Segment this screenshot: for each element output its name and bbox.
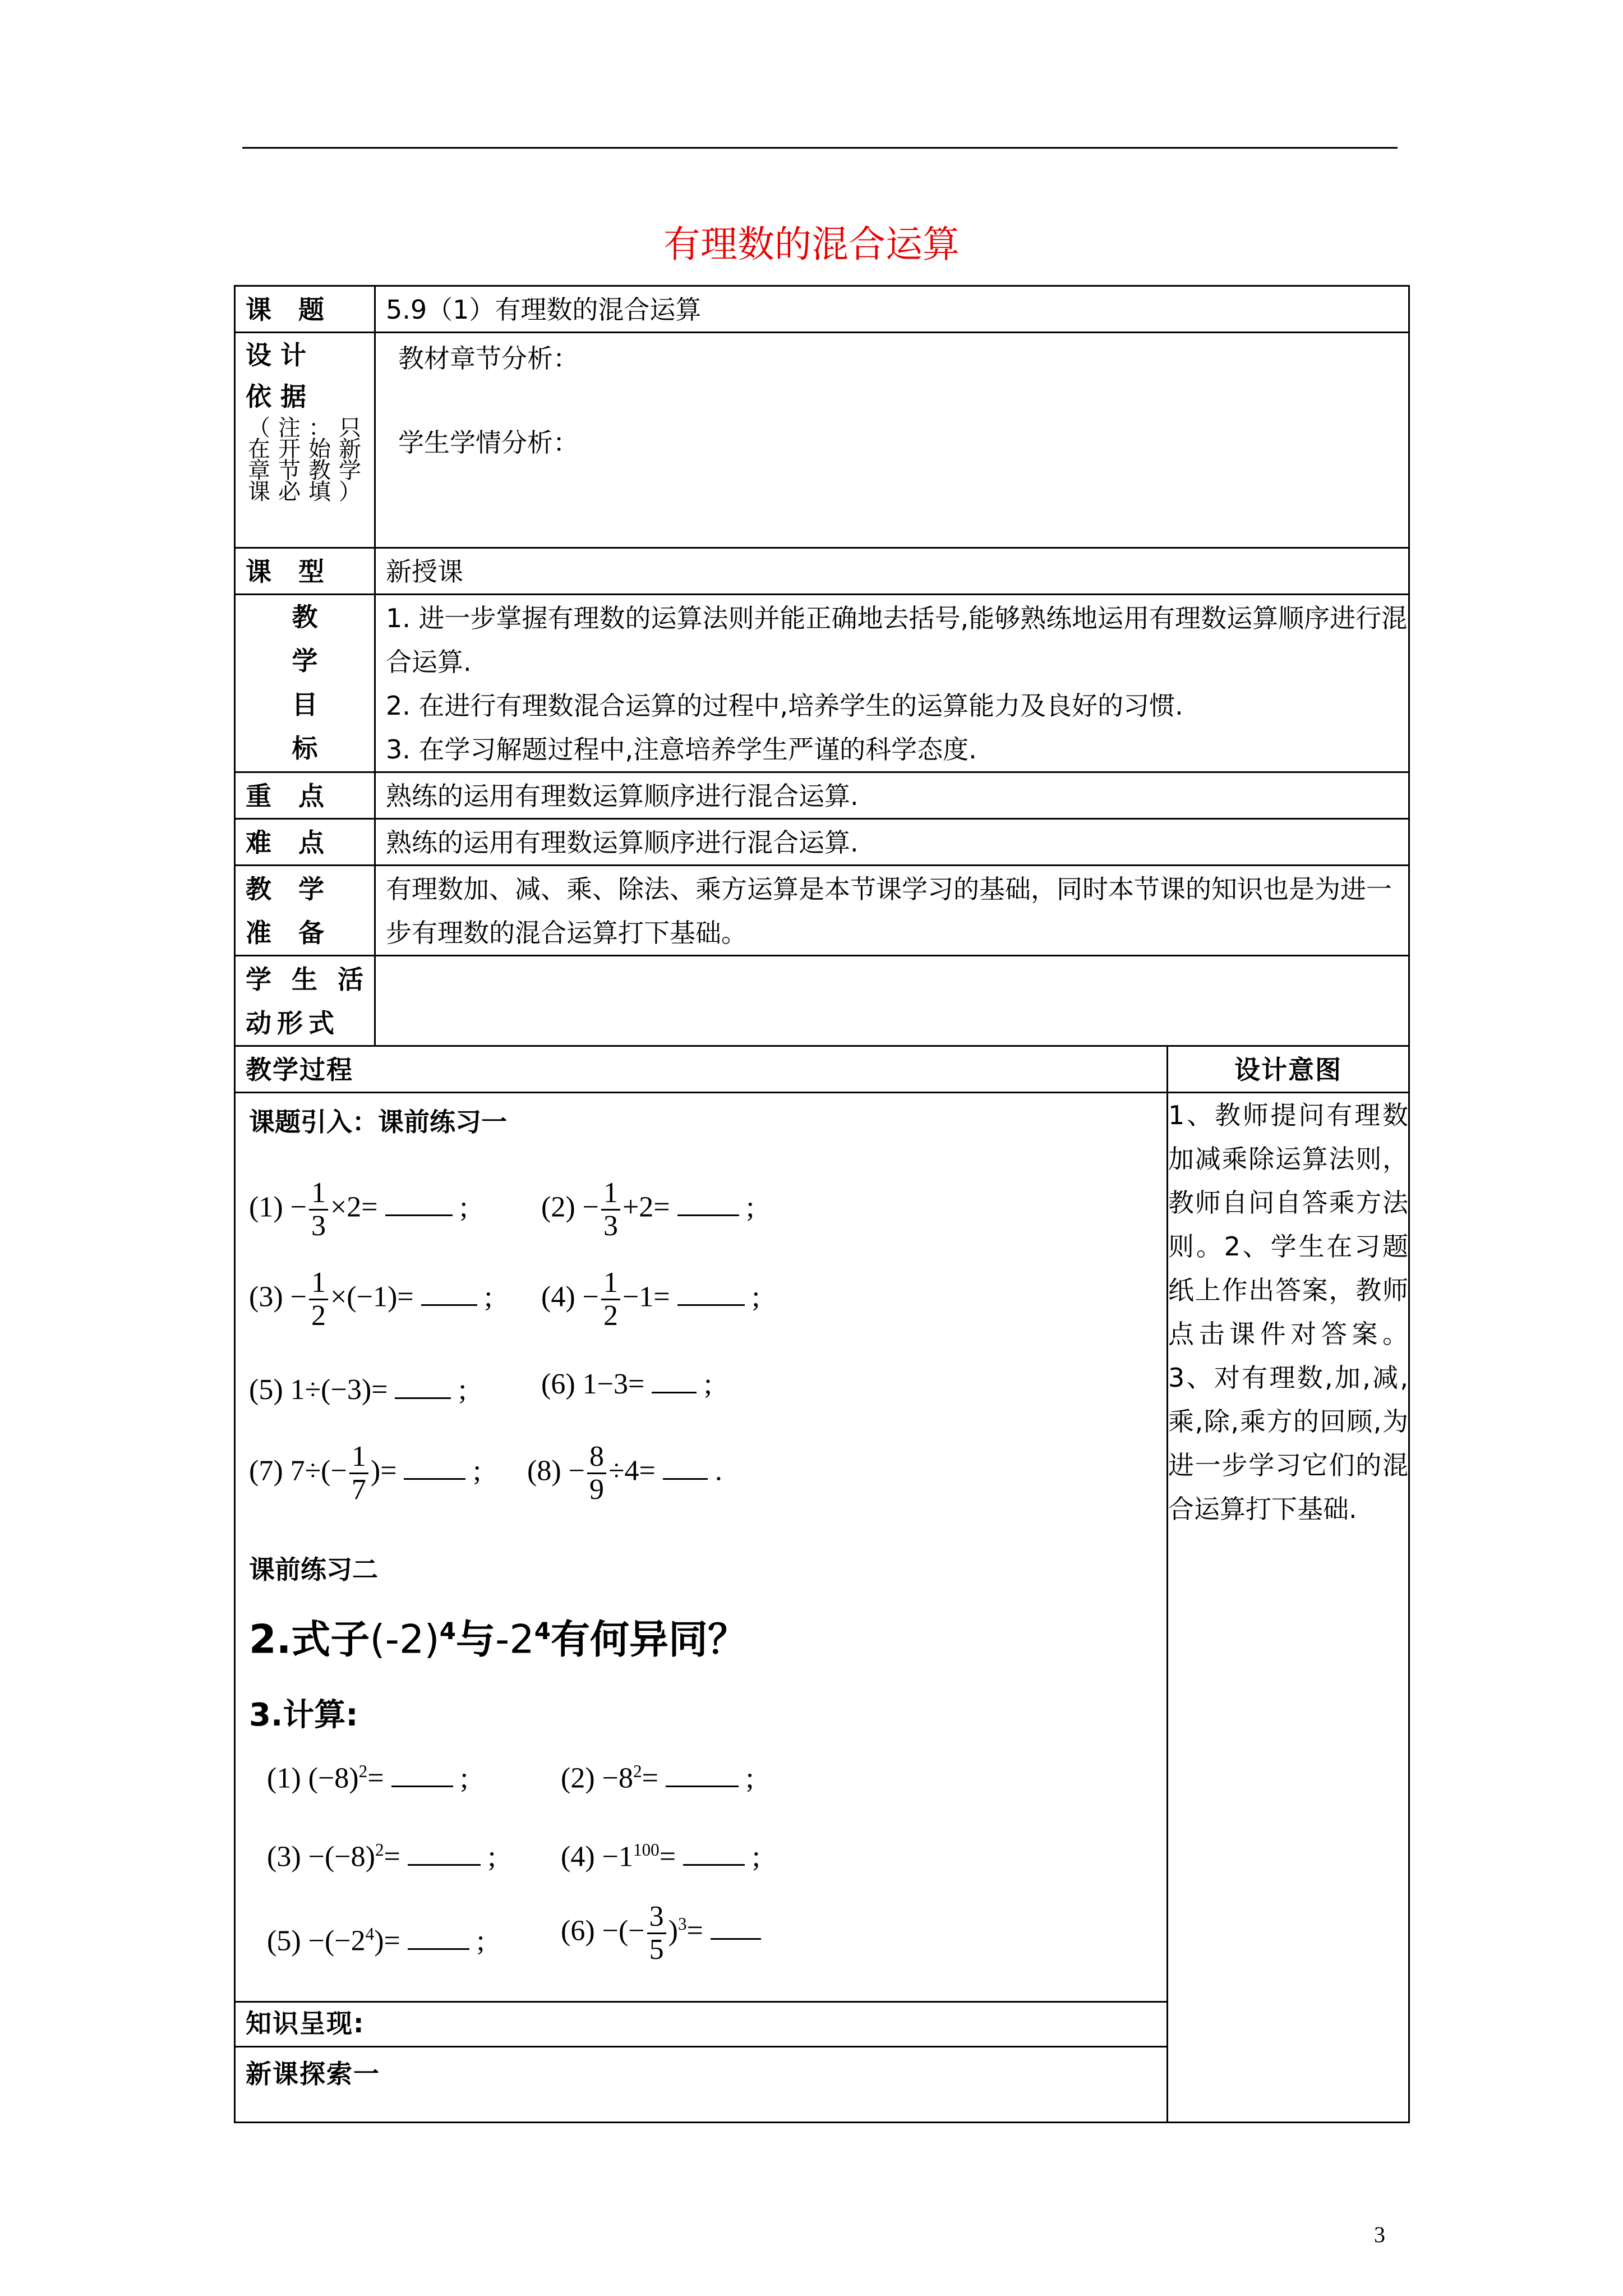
- basis-text-2: 学生学情分析：: [398, 427, 579, 458]
- difficulty-value: 熟练的运用有理数运算顺序进行混合运算.: [375, 819, 1409, 866]
- answer-blank: [677, 1299, 745, 1306]
- header-rule: [242, 147, 1398, 149]
- ex-text: ;: [473, 1455, 481, 1487]
- ex-text: −8: [602, 1762, 633, 1795]
- frac-num: 1: [601, 1267, 620, 1300]
- ex-text: )=: [370, 1455, 397, 1487]
- answer-blank: [404, 1473, 465, 1480]
- ex-index: (3): [267, 1841, 301, 1873]
- type-label: 课 型: [235, 548, 375, 595]
- ex-text: ;: [751, 1281, 760, 1313]
- frac-den: 9: [589, 1474, 604, 1506]
- process-header: 教学过程: [235, 1046, 1168, 1093]
- frac-num: 1: [349, 1441, 368, 1474]
- ex-text: =: [367, 1762, 384, 1795]
- frac-den: 2: [603, 1300, 618, 1332]
- intro-title: 课题引入：课前练习一: [249, 1107, 507, 1137]
- prep-value: 有理数加、减、乘、除法、乘方运算是本节课学习的基础，同时本节课的知识也是为进一步有理数的混合运算打下基础。: [375, 866, 1409, 956]
- ex-index: (1): [267, 1762, 301, 1795]
- ex-text: −(−2: [308, 1925, 366, 1957]
- fraction: [309, 1177, 328, 1242]
- ex-index: (2): [561, 1762, 595, 1795]
- goals-label-char: 标: [292, 733, 318, 763]
- ex-text: 7÷(−: [290, 1455, 347, 1487]
- answer-blank: [652, 1386, 697, 1393]
- ex-text: ;: [460, 1762, 468, 1795]
- basis-text-1: 教材章节分析：: [398, 343, 579, 374]
- prep-label: [235, 866, 375, 956]
- activity-label: [235, 956, 375, 1046]
- row-process-header: [235, 1046, 1409, 1093]
- ex-text: −: [582, 1191, 599, 1223]
- question-2: [249, 1609, 747, 1661]
- exercise-5: [249, 1368, 467, 1412]
- ex-text: ;: [476, 1925, 485, 1957]
- ex-exp: 4: [365, 1924, 375, 1944]
- answer-blank: [408, 1943, 469, 1950]
- answer-blank: [385, 1209, 453, 1216]
- ex-text: ÷4=: [608, 1455, 656, 1487]
- q2-text: 与: [455, 1616, 495, 1663]
- q2-exp: 4: [534, 1617, 551, 1645]
- exercise-8: [527, 1441, 722, 1506]
- basis-label: [235, 333, 375, 548]
- prep-label-1: 教 学: [246, 874, 334, 904]
- basis-note: （注：只在开始新章节教学课必填）: [248, 415, 369, 505]
- design-intent: 1、教师提问有理数加减乘除运算法则，教师自问自答乘方法则。2、学生在习题纸上作出答案，教师点击课件对答案。3、对有理数,加,减,乘,除,乘方的回顾,为进一步学习它们的混合运算打下基础.: [1168, 1093, 1409, 2123]
- goals-label: [235, 595, 375, 772]
- ex-index: (3): [249, 1281, 283, 1313]
- ex-text: −: [290, 1191, 307, 1223]
- goal-item: 2. 在进行有理数混合运算的过程中,培养学生的运算能力及良好的习惯.: [386, 691, 1183, 721]
- ex-text: +2=: [622, 1191, 670, 1223]
- topic-value: 5.9（1）有理数的混合运算: [375, 286, 1409, 333]
- goal-item: 3. 在学习解题过程中,注意培养学生严谨的科学态度.: [386, 734, 977, 765]
- answer-blank: [391, 1780, 453, 1787]
- ex-text: −1: [602, 1841, 633, 1873]
- ex-text: −(−: [602, 1915, 645, 1947]
- goal-item: 1. 进一步掌握有理数的运算法则并能正确地去括号,能够熟练地运用有理数运算顺序进行混合运算.: [386, 603, 1408, 677]
- ex-exp: 2: [633, 1761, 642, 1781]
- ex-text: ): [668, 1915, 678, 1947]
- answer-blank: [677, 1209, 739, 1216]
- ex-index: (5): [267, 1925, 301, 1957]
- answer-blank: [421, 1299, 477, 1306]
- ex-text: −: [582, 1281, 599, 1313]
- ex-text: 1÷(−3)=: [290, 1374, 388, 1406]
- exercise-6: [541, 1363, 712, 1406]
- exercise-3: [249, 1267, 492, 1332]
- exercise-7: [249, 1441, 481, 1506]
- ex-text: −: [568, 1455, 585, 1487]
- key-value: 熟练的运用有理数运算顺序进行混合运算.: [375, 772, 1409, 819]
- basis-label-1: 设计: [246, 340, 315, 370]
- fraction: [587, 1441, 606, 1506]
- frac-num: 8: [587, 1441, 606, 1474]
- calc-2: [561, 1750, 754, 1800]
- exercise-4: [541, 1267, 760, 1332]
- topic-label: 课 题: [235, 286, 375, 333]
- ex-text: (−8): [308, 1762, 359, 1795]
- ex-index: (8): [527, 1455, 561, 1487]
- calc-5: [267, 1912, 485, 1963]
- fraction: [647, 1901, 666, 1966]
- row-topic: [235, 286, 1409, 333]
- frac-num: 3: [647, 1901, 666, 1934]
- ex-text: −(−8): [308, 1841, 375, 1873]
- frac-num: 1: [601, 1177, 620, 1211]
- ex-text: )=: [374, 1925, 400, 1957]
- ex-exp: 2: [358, 1761, 368, 1781]
- frac-den: 3: [311, 1210, 326, 1242]
- ex-exp: 100: [633, 1840, 660, 1860]
- row-basis: [235, 333, 1409, 548]
- row-activity: [235, 956, 1409, 1046]
- ex-text: ;: [459, 1191, 468, 1223]
- ex-index: (1): [249, 1191, 283, 1223]
- ex-text: ;: [458, 1374, 467, 1406]
- answer-blank: [395, 1392, 451, 1399]
- ex-text: −1=: [622, 1281, 670, 1313]
- ex-exp: 3: [677, 1914, 687, 1934]
- q2-text: (-2): [370, 1616, 440, 1663]
- ex-text: ;: [704, 1368, 712, 1400]
- ex-index: (4): [541, 1281, 575, 1313]
- ex-text: =: [642, 1762, 658, 1795]
- q2-text: 有何异同？: [551, 1616, 747, 1663]
- page-number: 3: [1374, 2222, 1385, 2247]
- ex-index: (2): [541, 1191, 575, 1223]
- fraction: [601, 1267, 620, 1332]
- ex-text: −: [290, 1281, 307, 1313]
- frac-den: 5: [649, 1934, 664, 1966]
- fraction: [601, 1177, 620, 1242]
- exercise-1: [249, 1177, 468, 1242]
- difficulty-label: 难 点: [235, 819, 375, 866]
- intent-header: 设计意图: [1168, 1046, 1409, 1093]
- document-title: 有理数的混合运算: [663, 223, 960, 266]
- ex-text: ;: [487, 1841, 496, 1873]
- practice2-title: 课前练习二: [249, 1554, 378, 1585]
- frac-num: 1: [309, 1177, 328, 1211]
- ex-text: ;: [752, 1841, 760, 1873]
- ex-index: (7): [249, 1455, 283, 1487]
- basis-label-2: 依据: [246, 381, 315, 412]
- ex-text: =: [384, 1841, 400, 1873]
- goals-label-char: 教: [292, 602, 318, 632]
- ex-text: =: [659, 1841, 676, 1873]
- calc-1: [267, 1750, 468, 1800]
- ex-text: =: [686, 1915, 703, 1947]
- fraction: [349, 1441, 368, 1506]
- answer-blank: [666, 1780, 739, 1787]
- ex-text: ×(−1)=: [330, 1281, 414, 1313]
- calc-6: [561, 1901, 761, 1966]
- ex-index: (5): [249, 1374, 283, 1406]
- row-process: [235, 1093, 1409, 2002]
- frac-den: 7: [351, 1474, 366, 1506]
- goals-content: [375, 595, 1409, 772]
- ex-text: .: [714, 1455, 722, 1487]
- answer-blank: [711, 1932, 761, 1940]
- frac-den: 3: [603, 1210, 618, 1242]
- frac-den: 2: [311, 1300, 326, 1332]
- row-difficulty: [235, 819, 1409, 866]
- ex-index: (4): [561, 1841, 595, 1873]
- calc-3: [267, 1828, 496, 1879]
- row-type: [235, 548, 1409, 595]
- row-goals: [235, 595, 1409, 772]
- lesson-plan-table: [234, 285, 1410, 2123]
- goals-label-char: 学: [292, 646, 318, 676]
- ex-text: ;: [484, 1281, 493, 1313]
- activity-value: [375, 956, 1409, 1046]
- q2-exp: 4: [439, 1617, 456, 1645]
- ex-text: 1−3=: [582, 1368, 645, 1400]
- question-3-title: 3.计算:: [249, 1697, 358, 1733]
- prep-label-2: 准 备: [246, 918, 334, 948]
- ex-index: (6): [561, 1915, 595, 1947]
- type-value: 新授课: [375, 548, 1409, 595]
- knowledge-label: 知识呈现:: [235, 2002, 1168, 2047]
- ex-text: ×2=: [330, 1191, 378, 1223]
- key-label: 重 点: [235, 772, 375, 819]
- q2-text: 2.式子: [249, 1616, 370, 1663]
- fraction: [309, 1267, 328, 1332]
- answer-blank: [408, 1858, 481, 1866]
- goals-label-char: 目: [292, 689, 318, 720]
- row-prep: [235, 866, 1409, 956]
- explore-label: 新课探索一: [235, 2047, 1168, 2123]
- answer-blank: [663, 1473, 708, 1480]
- ex-exp: 2: [375, 1840, 384, 1860]
- ex-text: ;: [745, 1762, 754, 1795]
- frac-num: 1: [309, 1267, 328, 1300]
- calc-4: [561, 1828, 760, 1879]
- q2-text: -2: [495, 1616, 534, 1663]
- exercise-2: [541, 1177, 754, 1242]
- activity-label-1: 学 生 活: [246, 964, 370, 995]
- process-content: [235, 1093, 1168, 2002]
- activity-label-2: 动形式: [246, 1008, 340, 1038]
- basis-content: [375, 333, 1409, 548]
- ex-text: ;: [746, 1191, 755, 1223]
- ex-index: (6): [541, 1368, 575, 1400]
- answer-blank: [683, 1858, 745, 1866]
- row-key: [235, 772, 1409, 819]
